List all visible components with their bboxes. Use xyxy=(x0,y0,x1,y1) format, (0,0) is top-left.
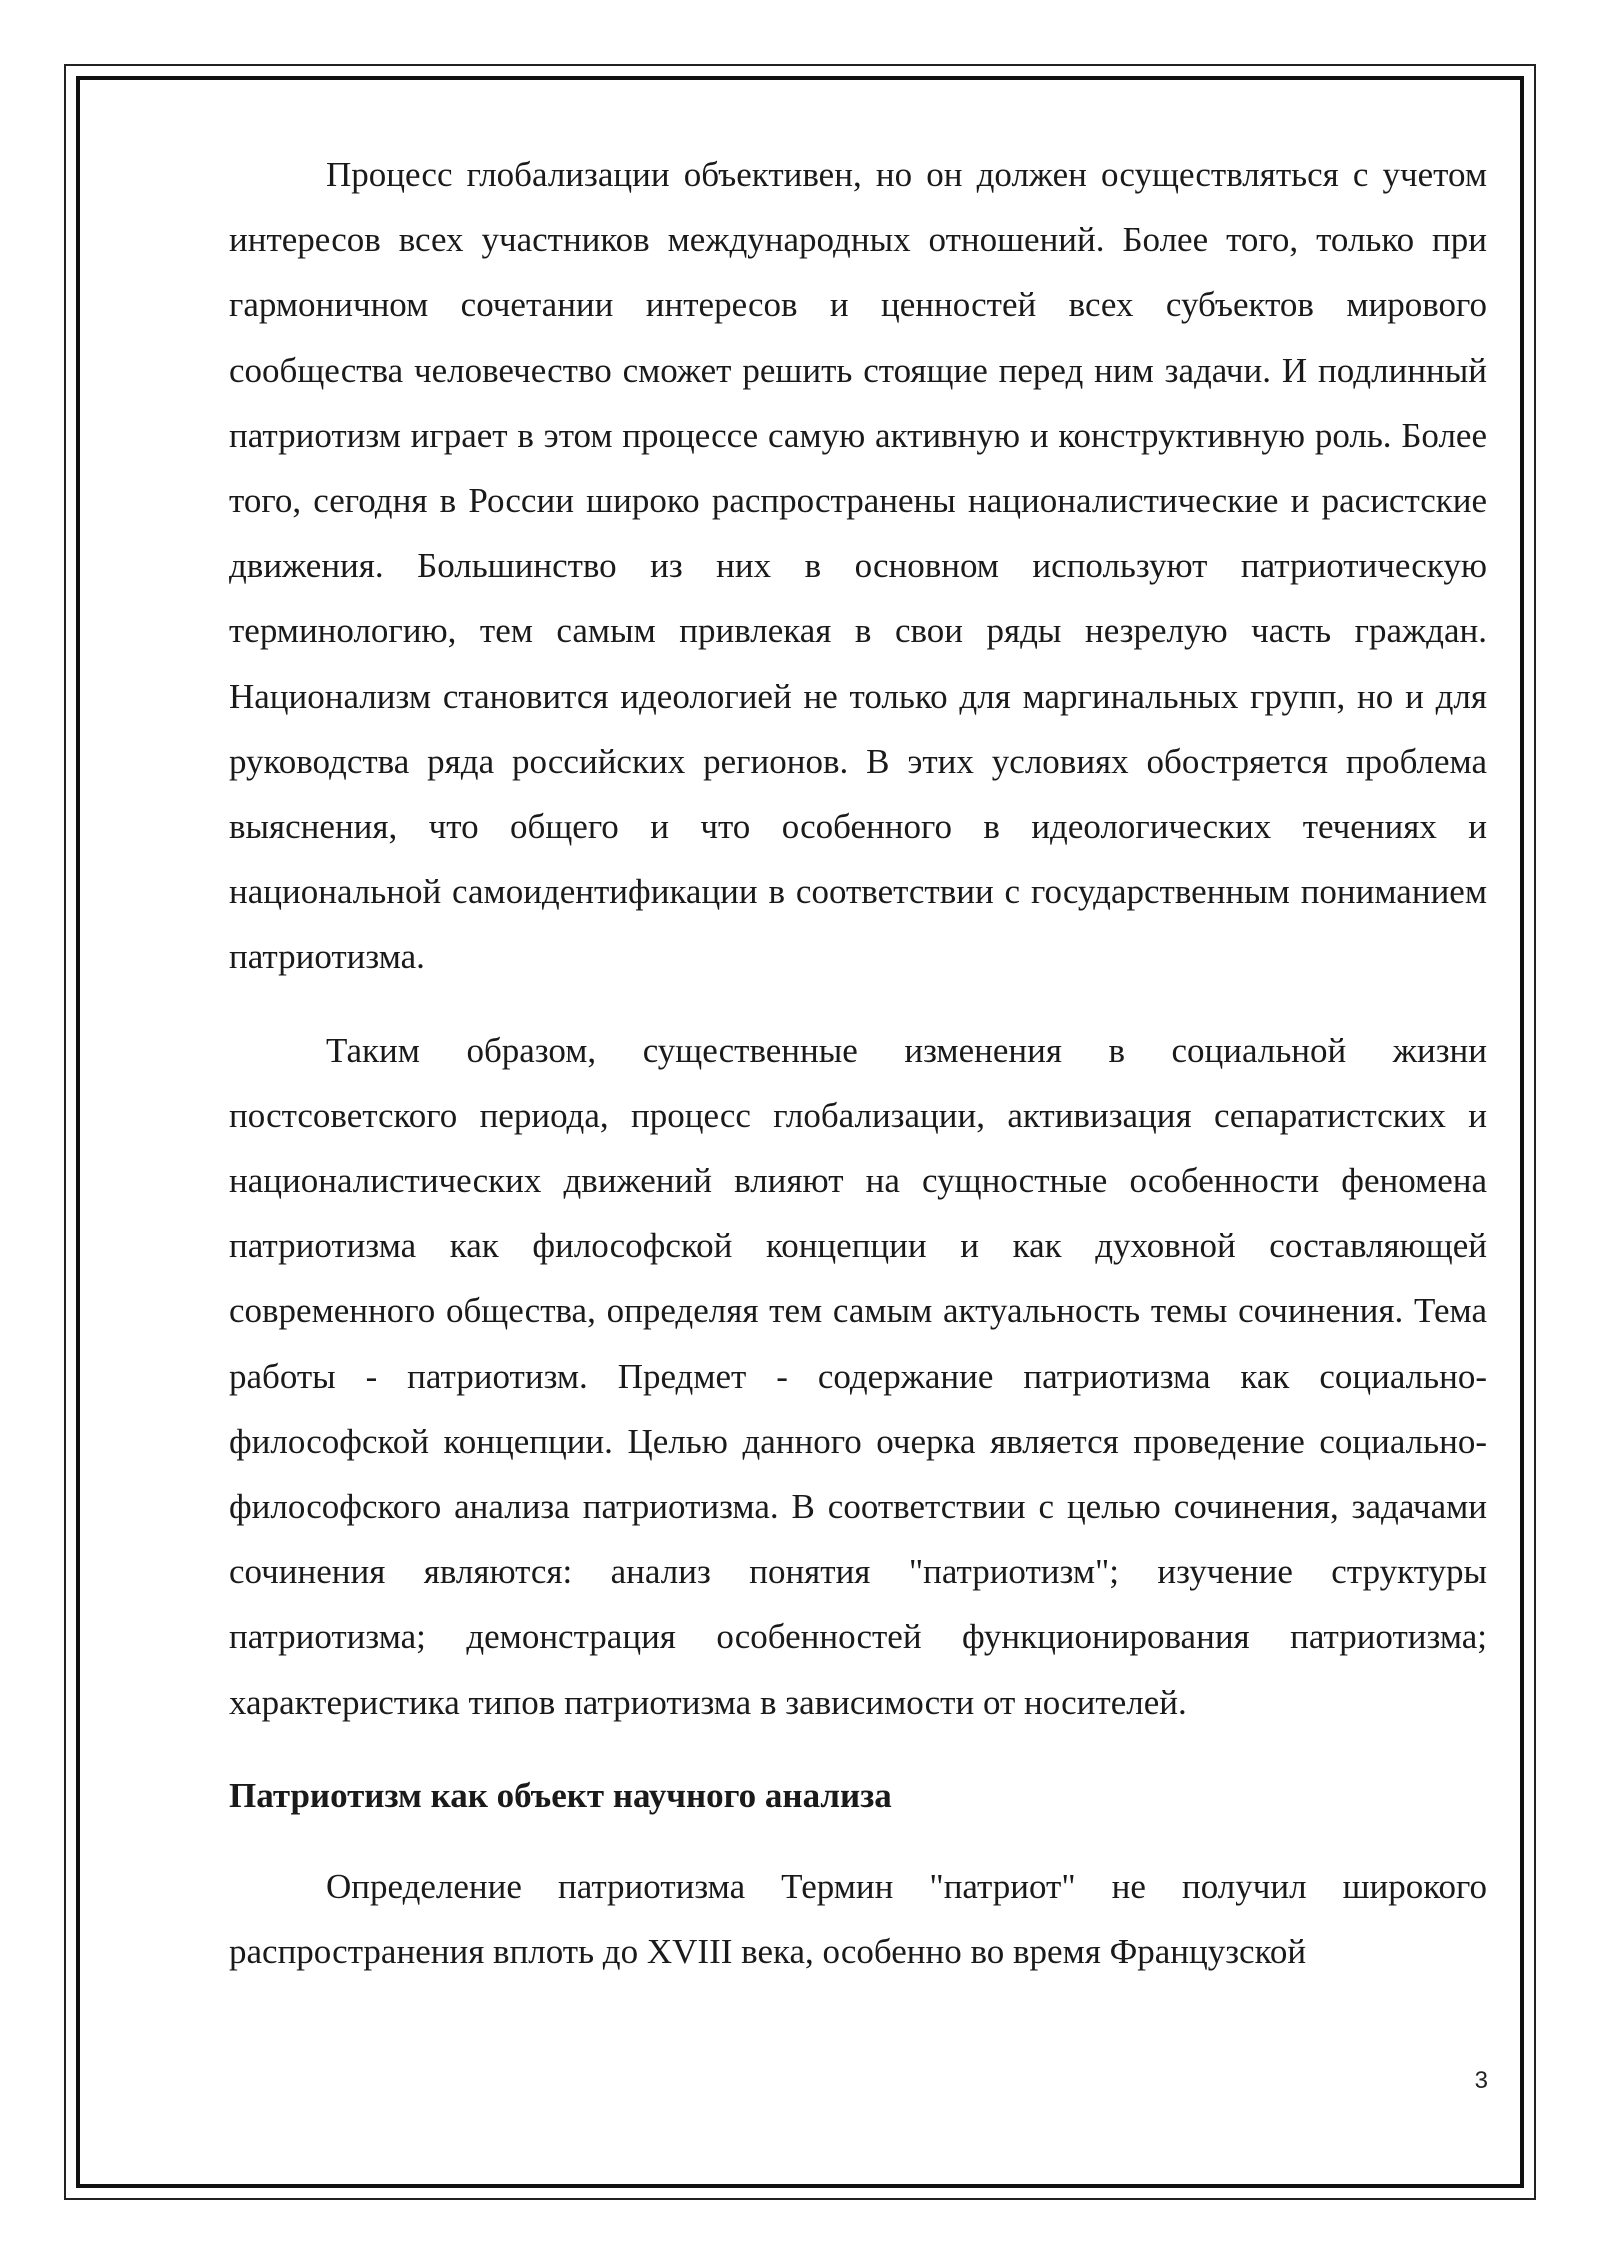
page-content xyxy=(229,142,1487,2012)
paragraph-introduction: Таким образом, существенные изменения в социальной жизни постсоветского периода, процесс глобализации, активизация сепаратистских и националистических движений влияют на сущностные особенности феномена патриотизма как философской концепции и как духовной составляющей современного общества, определяя тем самым актуальность темы сочинения. Тема работы - патриотизм. Предмет - содержание патриотизма как социально-философской концепции. Целью данного очерка является проведение социально-философского анализа патриотизма. В соответствии с целью сочинения, задачами сочинения являются: анализ понятия "патриотизм"; изучение структуры патриотизма; демонстрация особенностей функционирования патриотизма; характеристика типов патриотизма в зависимости от носителей. xyxy=(229,1030,1487,1722)
section-heading: Патриотизм как объект научного анализа xyxy=(229,1775,892,1815)
paragraph-definition: Определение патриотизма Термин "патриот" не получил широкого распространения вплоть до XVIII века, особенно во время Французской xyxy=(229,1866,1487,1972)
page-number: 3 xyxy=(1474,2067,1488,2094)
paragraph-globalization: Процесс глобализации объективен, но он должен осуществляться с учетом интересов всех участников международных отношений. Более того, только при гармоничном сочетании интересов и ценностей всех субъектов мирового сообщества человечество сможет решить стоящие перед ним задачи. И подлинный патриотизм играет в этом процессе самую активную и конструктивную роль. Более того, сегодня в России широко распространены националистические и расистские движения. Большинство из них в основном используют патриотическую терминологию, тем самым привлекая в свои ряды незрелую часть граждан. Национализм становится идеологией не только для маргинальных групп, но и для руководства ряда российских регионов. В этих условиях обостряется проблема выяснения, что общего и что особенного в идеологических течениях и национальной самоидентификации в соответствии с государственным пониманием патриотизма. xyxy=(229,155,1487,977)
